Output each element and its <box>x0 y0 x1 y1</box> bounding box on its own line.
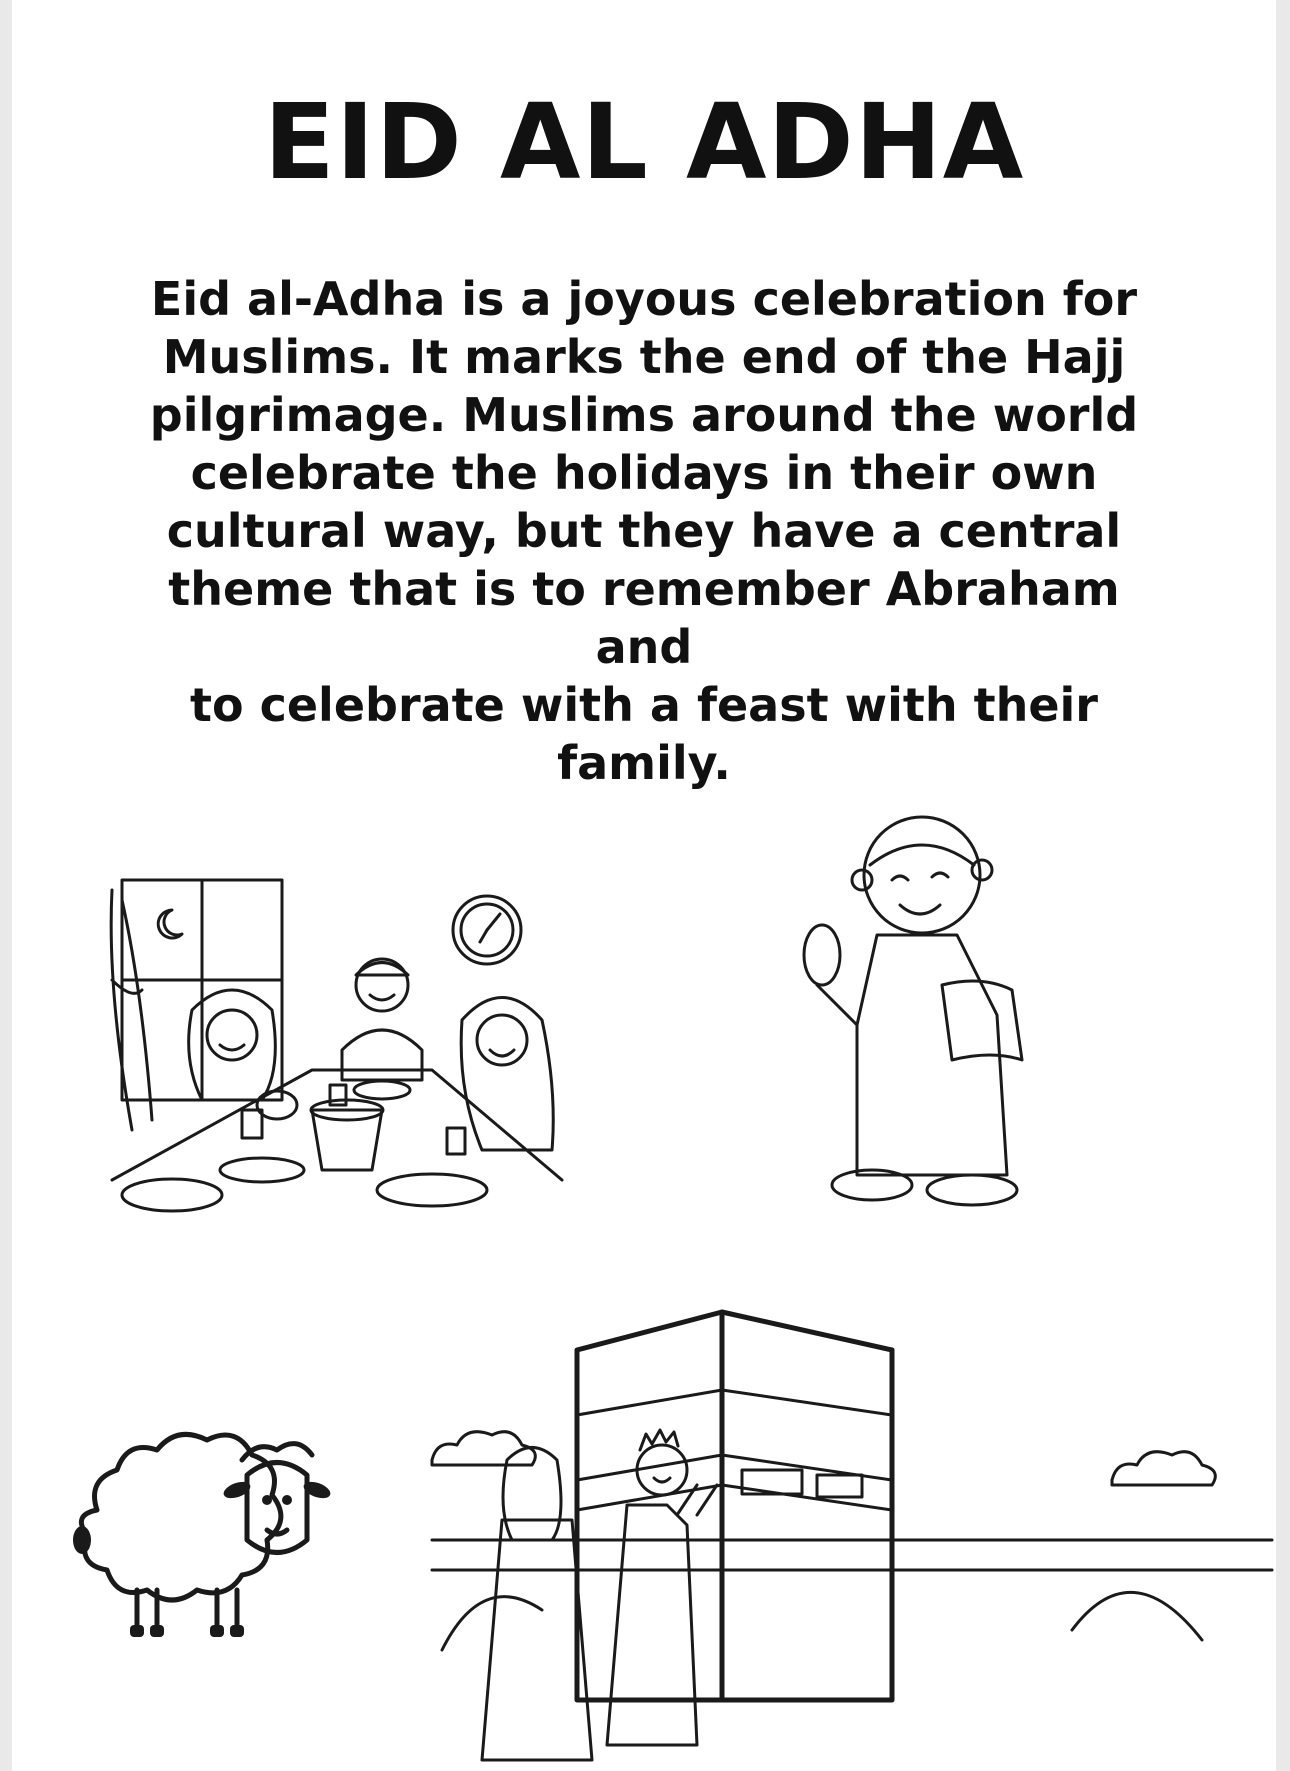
intro-line: Muslims. It marks the end of the Hajj <box>162 330 1126 384</box>
intro-line: family. <box>557 736 731 790</box>
intro-line: cultural way, but they have a central <box>166 504 1122 558</box>
sheep-illustration <box>67 1430 367 1650</box>
intro-paragraph <box>112 270 1176 792</box>
kaaba-pilgrims-illustration <box>422 1300 1282 1770</box>
man-prayer-rug-illustration <box>782 805 1072 1225</box>
page-title: EID AL ADHA <box>263 81 1025 203</box>
intro-line: celebrate the holidays in their own <box>190 446 1098 500</box>
intro-line: to celebrate with a feast with their <box>189 678 1098 732</box>
worksheet-page <box>12 0 1276 1771</box>
intro-line: Eid al-Adha is a joyous celebration for <box>150 272 1138 326</box>
family-feast-illustration <box>102 870 642 1240</box>
intro-line: pilgrimage. Muslims around the world <box>149 388 1139 442</box>
page-edge-left <box>0 0 12 1771</box>
intro-line: theme that is to remember Abraham and <box>168 562 1120 674</box>
